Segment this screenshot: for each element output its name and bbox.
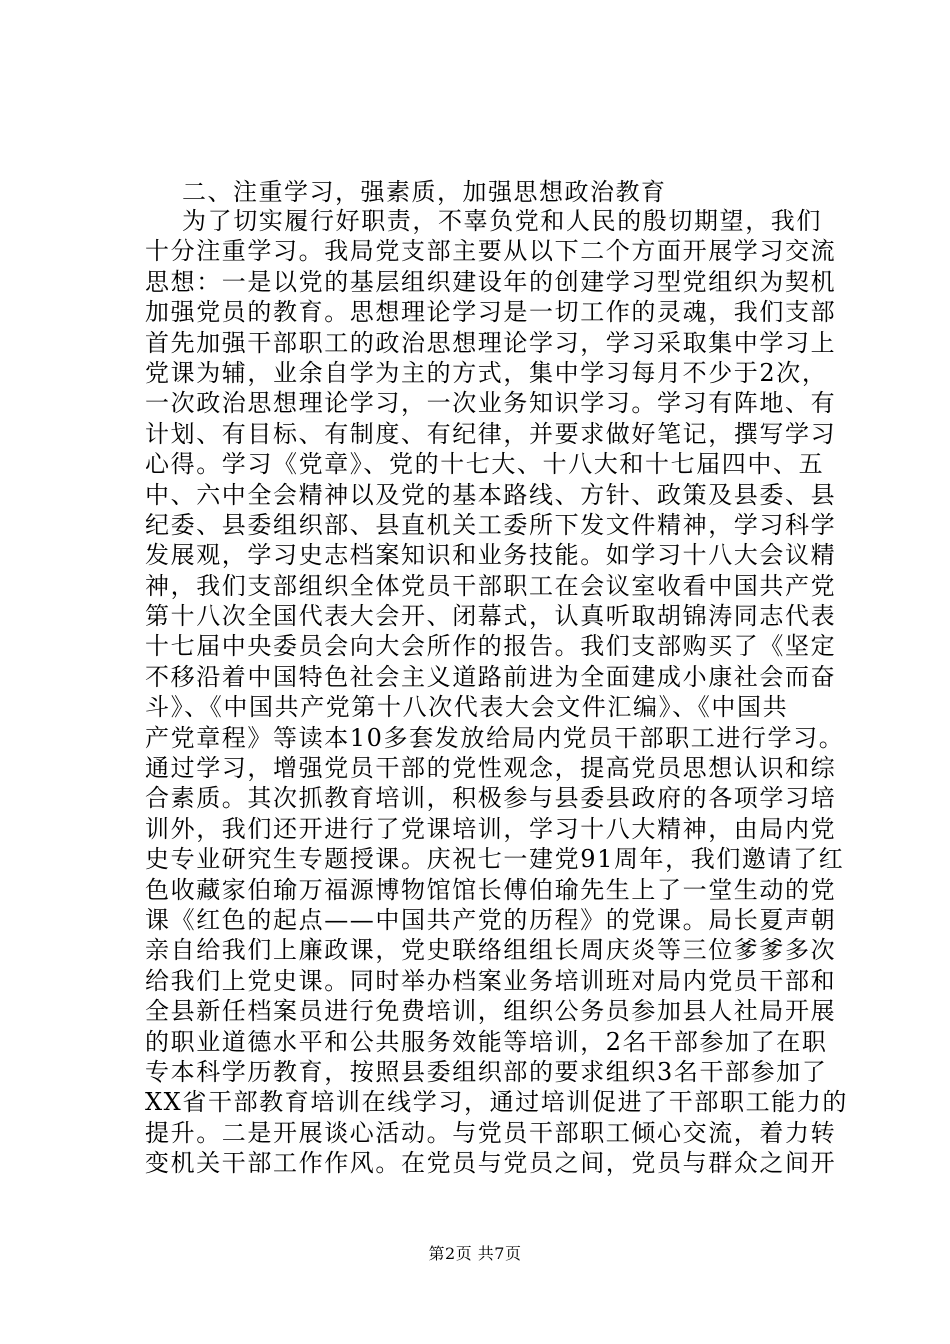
- paragraph-line: 神，我们支部组织全体党员干部职工在会议室收看中国共产党: [145, 571, 837, 600]
- paragraph-line: 为了切实履行好职责，不辜负党和人民的殷切期望，我们: [182, 207, 822, 235]
- paragraph-line: 色收藏家伯瑜万福源博物馆馆长傅伯瑜先生上了一堂生动的党: [145, 875, 837, 904]
- page-number-footer: 第2页 共7页: [428, 1244, 522, 1263]
- paragraph-line: 的职业道德水平和公共服务效能等培训，2名干部参加了在职: [145, 1027, 828, 1056]
- paragraph: [145, 206, 848, 1179]
- paragraph-line: 变机关干部工作作风。在党员与党员之间，党员与群众之间开: [145, 1149, 837, 1178]
- paragraph-line: 亲自给我们上廉政课，党史联络组组长周庆炎等三位爹爹多次: [145, 936, 837, 965]
- paragraph-line: 产党章程》等读本10多套发放给局内党员干部职工进行学习。: [145, 723, 845, 752]
- paragraph-line: 给我们上党史课。同时举办档案业务培训班对局内党员干部和: [145, 966, 837, 995]
- paragraph-line: 训外，我们还开进行了党课培训，学习十八大精神，由局内党: [145, 814, 837, 843]
- paragraph-line: 史专业研究生专题授课。庆祝七一建党91周年，我们邀请了红: [145, 845, 845, 874]
- paragraph-line: 纪委、县委组织部、县直机关工委所下发文件精神，学习科学: [145, 510, 837, 539]
- paragraph-line: 心得。学习《党章》、党的十七大、十八大和十七届四中、五: [145, 450, 825, 479]
- paragraph-line: 思想：一是以党的基层组织建设年的创建学习型党组织为契机: [145, 267, 837, 296]
- paragraph-line: 十分注重学习。我局党支部主要从以下二个方面开展学习交流: [145, 237, 837, 266]
- paragraph-line: 专本科学历教育，按照县委组织部的要求组织3名干部参加了: [145, 1057, 828, 1086]
- paragraph-line: 党课为辅，业余自学为主的方式，集中学习每月不少于2次，: [145, 358, 828, 387]
- paragraph-line: 计划、有目标、有制度、有纪律，并要求做好笔记，撰写学习: [145, 419, 837, 448]
- paragraph-line: 十七届中央委员会向大会所作的报告。我们支部购买了《坚定: [145, 632, 837, 661]
- paragraph-line: 发展观，学习史志档案知识和业务技能。如学习十八大会议精: [145, 541, 837, 570]
- paragraph-line: 第十八次全国代表大会开、闭幕式，认真听取胡锦涛同志代表: [145, 602, 837, 631]
- paragraph-line: 通过学习，增强党员干部的党性观念，提高党员思想认识和综: [145, 754, 837, 783]
- paragraph-line: 一次政治思想理论学习，一次业务知识学习。学习有阵地、有: [145, 389, 837, 418]
- paragraph-line: 全县新任档案员进行免费培训，组织公务员参加县人社局开展: [145, 997, 837, 1026]
- paragraph-line: 提升。二是开展谈心活动。与党员干部职工倾心交流，着力转: [145, 1118, 837, 1147]
- paragraph-line: 合素质。其次抓教育培训，积极参与县委县政府的各项学习培: [145, 784, 837, 813]
- paragraph-line: 首先加强干部职工的政治思想理论学习，学习采取集中学习上: [145, 328, 837, 357]
- paragraph-line: 加强党员的教育。思想理论学习是一切工作的灵魂，我们支部: [145, 298, 837, 327]
- paragraph-line: 课《红色的起点——中国共产党的历程》的党课。局长夏声朝: [145, 905, 837, 934]
- section-heading: 二、注重学习，强素质，加强思想政治教育: [182, 178, 667, 206]
- paragraph-line: 中、六中全会精神以及党的基本路线、方针、政策及县委、县: [145, 480, 837, 509]
- paragraph-line: XX省干部教育培训在线学习，通过培训促进了干部职工能力的: [145, 1088, 848, 1117]
- paragraph-line: 不移沿着中国特色社会主义道路前进为全面建成小康社会而奋: [145, 662, 837, 691]
- paragraph-line: 斗》、《中国共产党第十八次代表大会文件汇编》、《中国共: [145, 693, 789, 722]
